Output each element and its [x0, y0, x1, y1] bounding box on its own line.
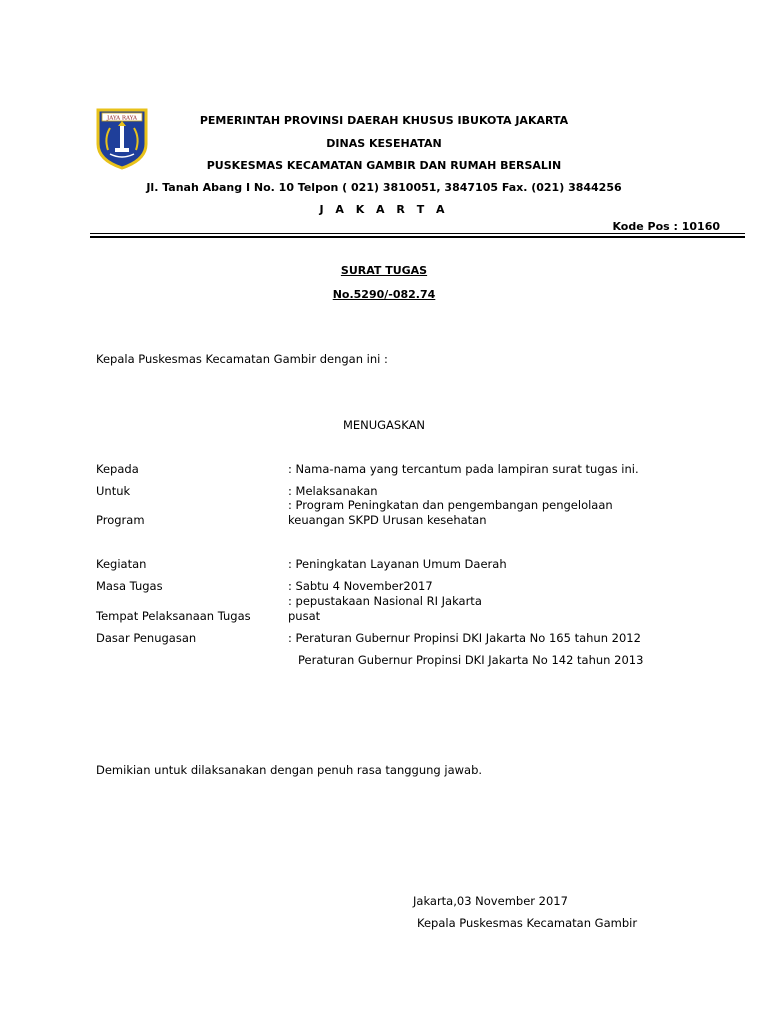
field-label-tempat: Tempat Pelaksanaan Tugas — [96, 609, 251, 623]
svg-text:JAYA RAYA: JAYA RAYA — [107, 115, 137, 122]
field-value-kepada: : Nama-nama yang tercantum pada lampiran surat tugas ini. — [288, 462, 639, 476]
field-label-kegiatan: Kegiatan — [96, 557, 147, 571]
letterhead-divider-thin — [90, 233, 745, 234]
field-value-program-line1: : Program Peningkatan dan pengembangan pengelolaan — [288, 498, 613, 512]
letterhead-address-line: Jl. Tanah Abang I No. 10 Telpon ( 021) 3810051, 3847105 Fax. (021) 3844256 — [146, 181, 622, 194]
signature-place-date: Jakarta,03 November 2017 — [413, 894, 568, 908]
signature-position: Kepala Puskesmas Kecamatan Gambir — [417, 916, 638, 930]
field-label-dasar: Dasar Penugasan — [96, 631, 197, 645]
field-value-tempat-line1: : pepustakaan Nasional RI Jakarta — [288, 594, 482, 608]
letter-number: No.5290/-082.74 — [332, 288, 436, 301]
field-label-untuk: Untuk — [96, 484, 131, 498]
letterhead-city: J A K A R T A — [319, 203, 449, 216]
intro-text: Kepala Puskesmas Kecamatan Gambir dengan ini : — [96, 352, 388, 366]
field-value-tempat-line2: pusat — [288, 609, 321, 623]
field-value-masa-tugas: : Sabtu 4 November2017 — [288, 579, 433, 593]
letterhead-institution-line: PUSKESMAS KECAMATAN GAMBIR DAN RUMAH BERSALIN — [206, 159, 562, 172]
field-value-dasar-line2: Peraturan Gubernur Propinsi DKI Jakarta No 142 tahun 2013 — [298, 653, 644, 667]
letter-title: SURAT TUGAS — [340, 264, 428, 277]
field-value-untuk: : Melaksanakan — [288, 484, 378, 498]
assign-heading: MENUGASKAN — [342, 418, 426, 432]
field-value-kegiatan: : Peningkatan Layanan Umum Daerah — [288, 557, 507, 571]
letterhead-divider-thick — [90, 236, 745, 238]
letterhead-department-line: DINAS KESEHATAN — [326, 137, 442, 150]
field-label-kepada: Kepada — [96, 462, 139, 476]
letterhead-postal-code: Kode Pos : 10160 — [612, 220, 720, 233]
field-label-program: Program — [96, 513, 145, 527]
field-value-dasar-line1: : Peraturan Gubernur Propinsi DKI Jakarta No 165 tahun 2012 — [288, 631, 641, 645]
field-value-program-line2: keuangan SKPD Urusan kesehatan — [288, 513, 487, 527]
closing-text: Demikian untuk dilaksanakan dengan penuh rasa tanggung jawab. — [96, 763, 483, 777]
letterhead-government-line: PEMERINTAH PROVINSI DAERAH KHUSUS IBUKOTA JAKARTA — [199, 114, 569, 127]
field-label-masa-tugas: Masa Tugas — [96, 579, 163, 593]
